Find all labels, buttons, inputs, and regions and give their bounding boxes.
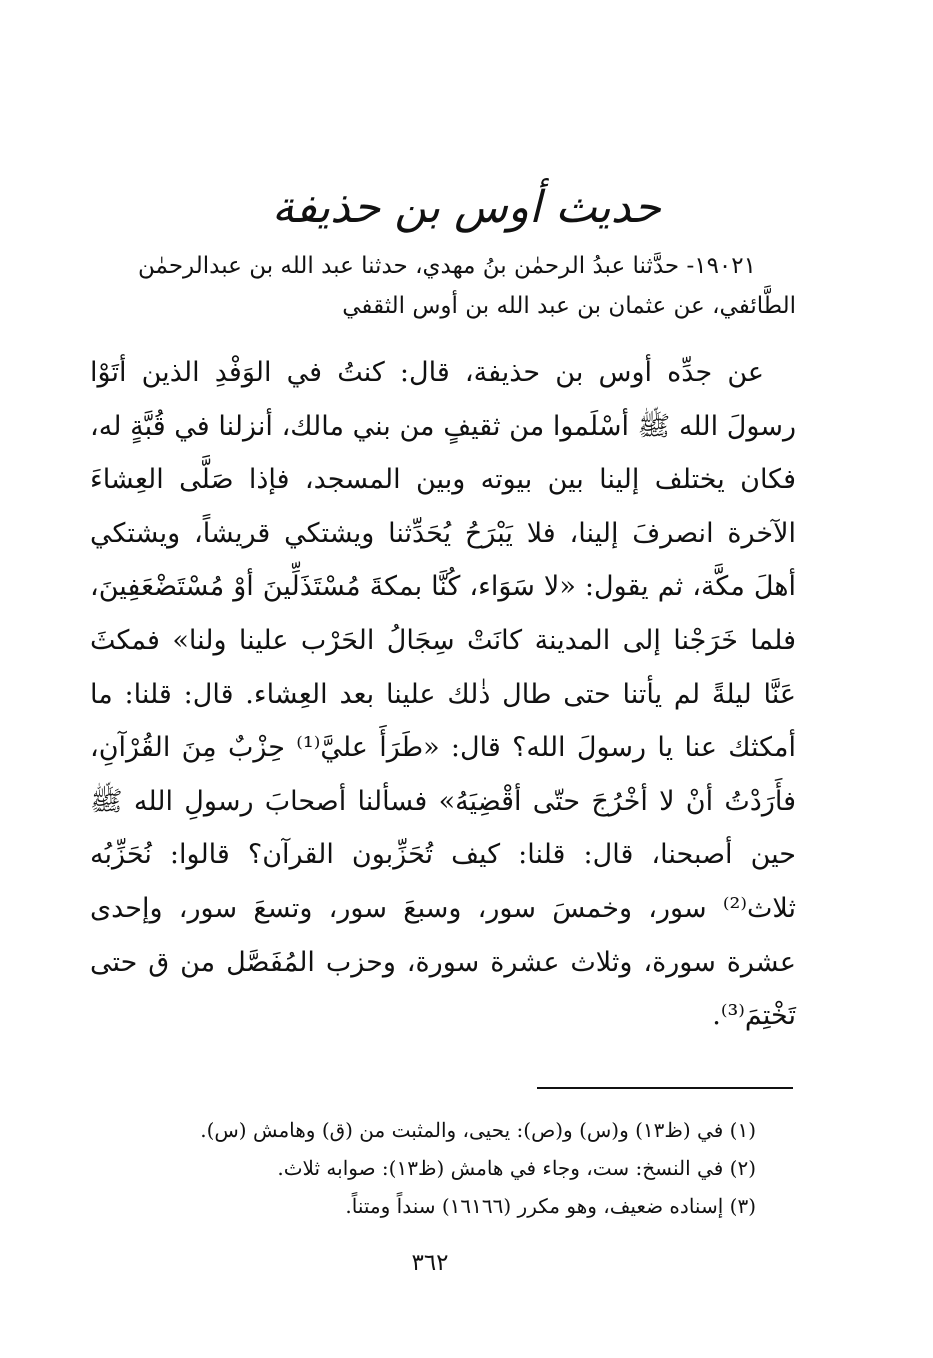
footnote-2: (٢) في النسخ: ست، وجاء في هامش (ظ١٣): صوابه ثلاث. <box>277 1156 756 1180</box>
footnotes <box>100 1111 756 1225</box>
hadith-text-block <box>90 346 796 1043</box>
chapter-title: حديث أوس بن حذيفة <box>271 182 662 233</box>
footnote-1: (١) في (ظ١٣) و(س) و(ص): يحيى، والمثبت من (ق) وهامش (س). <box>200 1118 756 1142</box>
footnote-3: (٣) إسناده ضعيف، وهو مكرر (١٦١٦٦) سنداً ومتناً. <box>345 1194 756 1218</box>
isnad-line-2: الطَّائفي، عن عثمان بن عبد الله بن أوس الثقفي <box>342 293 796 319</box>
page-number: ٣٦٢ <box>411 1250 449 1276</box>
hadith-text: عن جدِّه أوس بن حذيفة، قال: كنتُ في الوَفْدِ الذين أتَوْا رسولَ الله ﷺ أسْلَموا من ثقيفٍ من بني مالك، أنزلنا في قُبَّةٍ له، فكان يختلف إلينا بين بيوته وبين المسجد، فإذا صَلَّى العِشاءَ الآخرة انصرفَ إلينا، فلا يَبْرَحُ يُحَدِّثنا ويشتكي قريشاً، ويشتكي أهلَ مكَّة، ثم يقول: «لا سَوَاء، كُنَّا بمكةَ مُسْتَذَلِّينَ أوْ مُسْتَضْعَفِينَ، فلما خَرَجْنا إلى المدينة كانَتْ سِجَالُ الحَرْب علينا ولنا» فمكثَ عَنَّا ليلةً لم يأتنا حتى طال ذٰلك علينا بعد العِشاء. قال: قلنا: ما أمكثك عنا يا رسولَ الله؟ قال: «طَرَأَ عليَّ⁽¹⁾ حِزْبٌ مِنَ القُرْآنِ، فأَرَدْتُ أنْ لا أخْرُجَ حتّى أقْضِيَهُ» فسألنا أصحابَ رسولِ الله ﷺ حين أصبحنا، قال: قلنا: كيف تُحَزِّبون القرآن؟ قالوا: نُحَزِّبُه ثلاث⁽²⁾ سور، وخمسَ سور، وسبعَ سور، وتسعَ سور، وإحدى عشرة سورة، وثلاث عشرة سورة، وحزب المُفَصَّل من ق حتى تَخْتِمَ⁽³⁾. <box>90 357 797 1032</box>
isnad-block <box>90 246 796 326</box>
isnad-line-1: ١٩٠٢١- حدَّثنا عبدُ الرحمٰن بنُ مهدي، حدثنا عبد الله بن عبدالرحمٰن <box>138 253 756 279</box>
footnote-separator <box>537 1087 793 1089</box>
